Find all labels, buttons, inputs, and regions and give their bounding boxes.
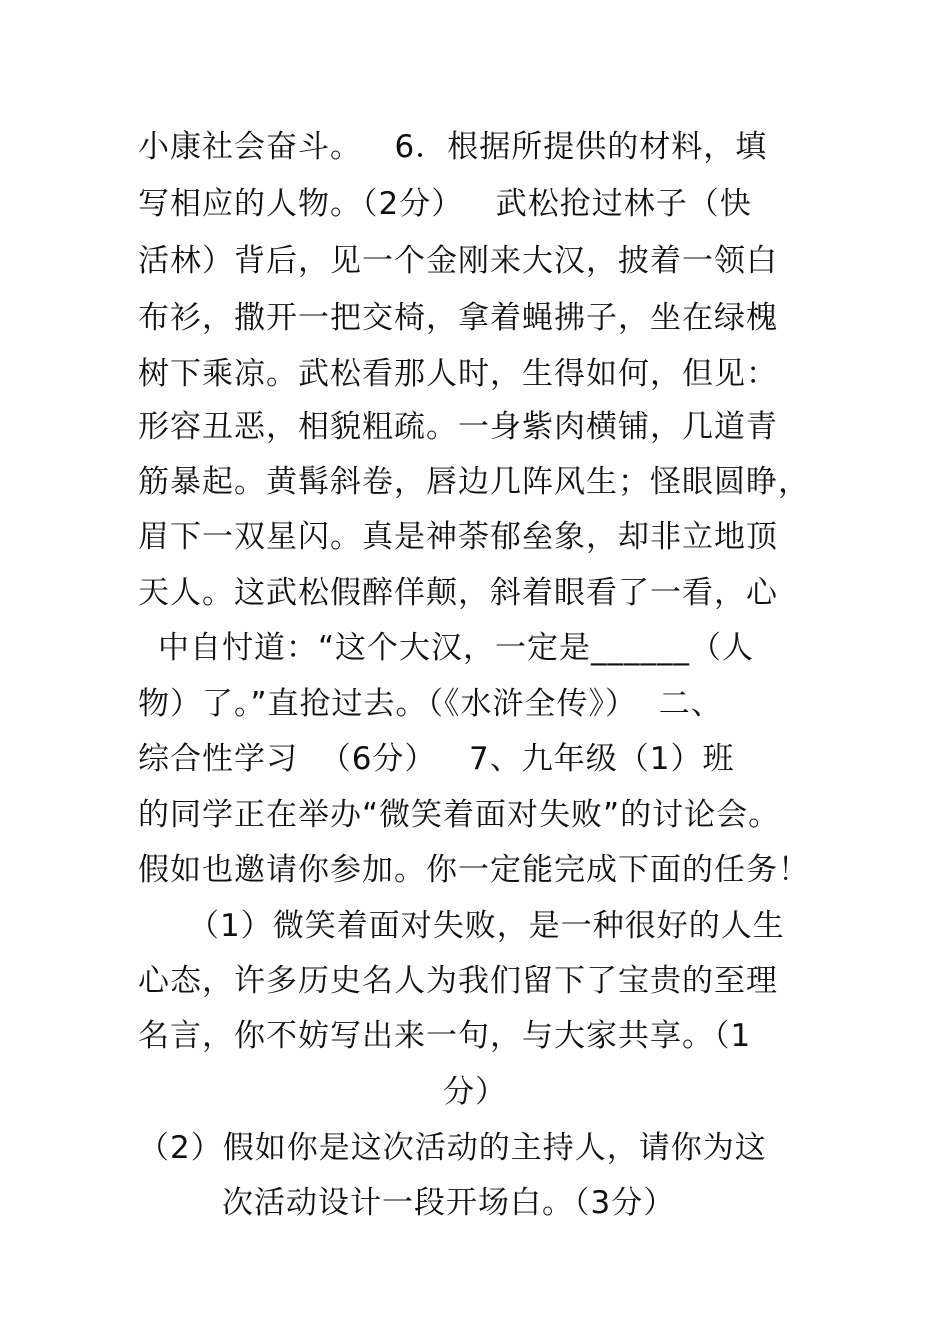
text-line-2: 写相应的人物。（2分） 武松抢过林子（快 <box>138 186 752 222</box>
text-line-15: （1）微笑着面对失败，是一种很好的人生 <box>188 908 785 944</box>
text-line-17: 名言，你不妨写出来一句，与大家共享。（1 <box>138 1018 752 1054</box>
text-line-12: 综合性学习 （6分） 7、九年级（1）班 <box>138 741 735 777</box>
text-line-19: （2）假如你是这次活动的主持人，请你为这 <box>138 1130 767 1166</box>
text-line-16: 心态，许多历史名人为我们留下了宝贵的至理 <box>138 963 778 999</box>
text-line-8: 眉下一双星闪。真是神荼郁垒象，却非立地顶 <box>138 519 778 555</box>
text-line-7: 筋暴起。黄髯斜卷，唇边几阵风生；怪眼圆睁， <box>138 464 810 500</box>
text-line-20: 次活动设计一段开场白。（3分） <box>222 1185 676 1221</box>
text-line-10: 中自忖道：“这个大汉，一定是______（人 <box>158 630 755 666</box>
text-line-11: 物）了。”直抢过去。（《水浒全传》） 二、 <box>138 686 723 722</box>
text-line-18: 分） <box>443 1074 507 1110</box>
text-line-9: 天人。这武松假醉佯颠，斜着眼看了一看，心 <box>138 575 778 611</box>
text-line-1: 小康社会奋斗。 6．根据所提供的材料，填 <box>138 129 768 165</box>
text-line-3: 活林）背后，见一个金刚来大汉，披着一领白 <box>138 243 778 279</box>
text-line-13: 的同学正在举办“微笑着面对失败”的讨论会。 <box>138 797 781 833</box>
text-line-14: 假如也邀请你参加。你一定能完成下面的任务！ <box>138 852 810 888</box>
text-line-4: 布衫，撒开一把交椅，拿着蝇拂子，坐在绿槐 <box>138 300 778 336</box>
text-line-5: 树下乘凉。武松看那人时，生得如何，但见： <box>138 356 778 392</box>
text-line-6: 形容丑恶，相貌粗疏。一身紫肉横铺，几道青 <box>138 409 778 445</box>
